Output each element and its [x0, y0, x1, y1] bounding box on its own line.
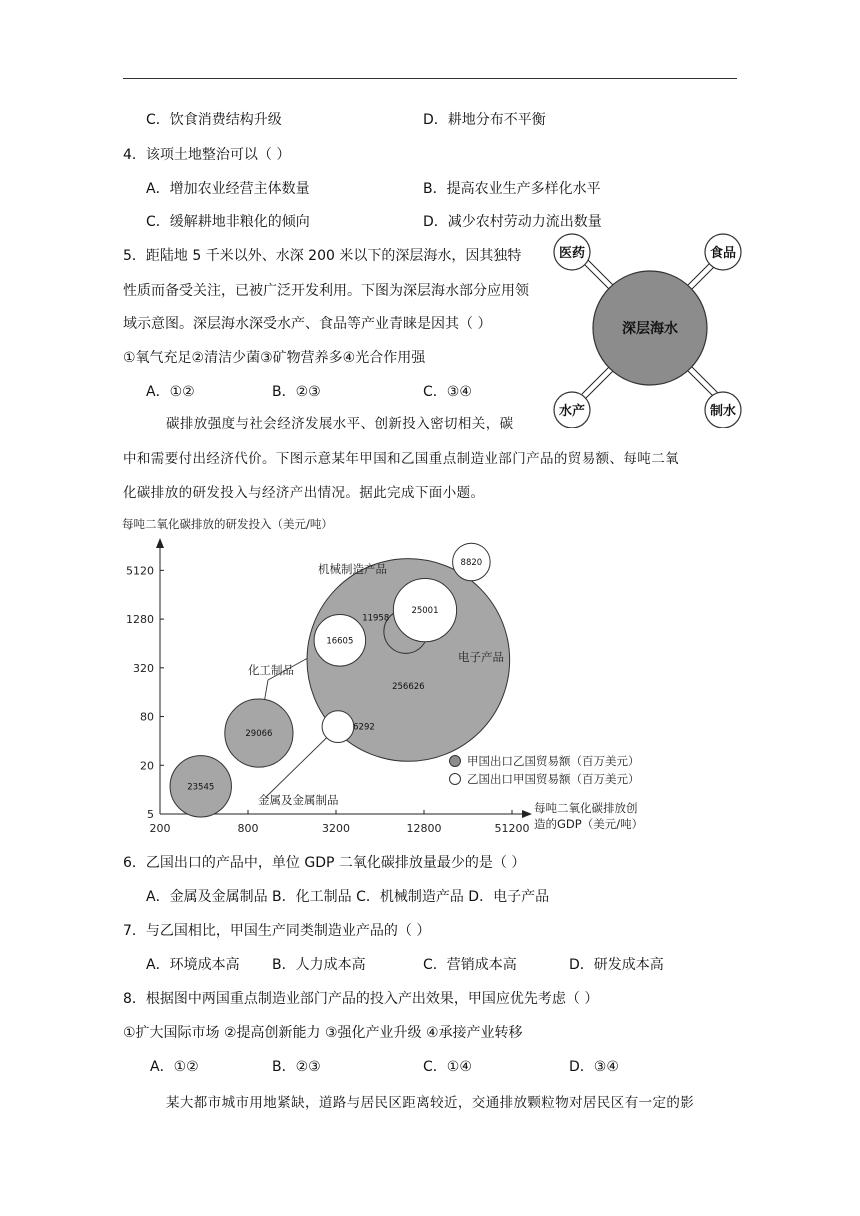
center-label: 深层海水 — [622, 321, 678, 337]
q3-option-d: D．耕地分布不平衡 — [423, 112, 546, 128]
legend-label-b: 乙国出口甲国贸易额（百万美元） — [467, 772, 640, 786]
x-tick-label: 200 — [149, 822, 171, 835]
bubble-value-label: 16605 — [326, 636, 354, 647]
node-label-water: 制水 — [709, 404, 737, 419]
q7-option-a: A．环境成本高 — [146, 957, 240, 973]
category-label: 电子产品 — [458, 650, 504, 664]
q8-stem: 8．根据图中两国重点制造业部门产品的投入产出效果，甲国应优先考虑（ ） — [123, 991, 599, 1007]
x-axis-label-line2: 造的GDP（美元/吨） — [534, 817, 644, 831]
x-tick-label: 12800 — [406, 822, 442, 835]
x-tick-label: 800 — [237, 822, 259, 835]
q5-option-b: B．②③ — [272, 384, 321, 400]
q5-stem-line3: 域示意图。深层海水深受水产、食品等产业青睐是因其（ ） — [123, 316, 492, 332]
q5-stem-line2: 性质而备受关注，已被广泛开发利用。下图为深层海水部分应用领 — [123, 283, 529, 299]
bubble-value-label: 11958 — [362, 613, 390, 624]
q7-stem: 7．与乙国相比，甲国生产同类制造业产品的（ ） — [123, 923, 431, 939]
q8-option-a: A．①② — [150, 1059, 199, 1075]
y-axis-arrow — [156, 538, 164, 548]
bubble-value-label: 23545 — [187, 782, 215, 793]
bubble-value-label: 25001 — [411, 606, 439, 617]
y-tick-label: 5120 — [126, 564, 154, 578]
bubble-value-label: 256626 — [392, 681, 425, 692]
intro1-line1: 碳排放强度与社会经济发展水平、创新投入密切相关，碳 — [166, 416, 514, 432]
category-label: 机械制造产品 — [318, 562, 387, 576]
q7-option-c: C．营销成本高 — [423, 957, 517, 973]
node-label-food: 食品 — [709, 246, 737, 261]
q5-option-a: A．①② — [146, 384, 195, 400]
q4-option-c: C．缓解耕地非粮化的倾向 — [146, 214, 310, 230]
q5-option-c: C．③④ — [423, 384, 472, 400]
y-axis-label: 每吨二氧化碳排放的研发投入（美元/吨） — [122, 517, 333, 531]
bubble-b — [322, 711, 354, 743]
intro1-line3: 化碳排放的研发投入与经济产出情况。据此完成下面小题。 — [123, 485, 485, 501]
y-tick-label: 80 — [140, 710, 154, 724]
q6-options: A．金属及金属制品 B．化工制品 C．机械制造产品 D．电子产品 — [146, 889, 550, 905]
intro2-line1: 某大都市城市用地紧缺，道路与居民区距离较近，交通排放颗粒物对居民区有一定的影 — [166, 1095, 695, 1111]
y-tick-label: 20 — [140, 759, 154, 773]
x-tick-label: 3200 — [322, 822, 350, 835]
intro1-line2: 中和需要付出经济代价。下图示意某年甲国和乙国重点制造业部门产品的贸易额、每吨二氧 — [123, 451, 679, 467]
legend-marker-a — [450, 756, 461, 767]
q8-option-c: C．①④ — [423, 1059, 472, 1075]
x-tick-label: 51200 — [494, 822, 530, 835]
q5-stem-line1: 5．距陆地 5 千米以外、水深 200 米以下的深层海水，因其独特 — [123, 248, 522, 264]
q8-option-b: B．②③ — [272, 1059, 321, 1075]
bubble-chart — [118, 512, 678, 837]
q3-option-c: C．饮食消费结构升级 — [146, 112, 282, 128]
q5-items: ①氧气充足②清洁少菌③矿物营养多④光合作用强 — [123, 350, 426, 366]
y-tick-label: 320 — [133, 661, 154, 675]
bubble-value-label: 8820 — [460, 557, 483, 568]
q7-option-b: B．人力成本高 — [272, 957, 366, 973]
q8-option-d: D．③④ — [569, 1059, 619, 1075]
node-label-aquatic: 水产 — [558, 404, 586, 419]
q4-option-a: A．增加农业经营主体数量 — [146, 181, 310, 197]
q7-option-d: D．研发成本高 — [569, 957, 664, 973]
header-rule — [123, 78, 737, 79]
legend-marker-b — [450, 774, 461, 785]
x-axis-arrow — [522, 810, 532, 818]
category-label: 金属及金属制品 — [258, 793, 339, 807]
q6-stem: 6．乙国出口的产品中，单位 GDP 二氧化碳排放量最少的是（ ） — [123, 855, 526, 871]
q4-option-d: D．减少农村劳动力流出数量 — [423, 214, 602, 230]
y-tick-label: 1280 — [126, 613, 154, 627]
bubble-value-label: 6292 — [353, 722, 375, 733]
leader-line — [265, 680, 268, 699]
x-axis-label-line1: 每吨二氧化碳排放创 — [534, 801, 638, 815]
bubble-value-label: 29066 — [245, 729, 273, 740]
legend — [450, 754, 640, 786]
y-tick-label: 5 — [147, 808, 154, 821]
legend-label-a: 甲国出口乙国贸易额（百万美元） — [467, 754, 640, 768]
q8-items: ①扩大国际市场 ②提高创新能力 ③强化产业升级 ④承接产业转移 — [123, 1025, 523, 1041]
deep-sea-water-diagram — [548, 228, 753, 428]
node-label-medicine: 医药 — [558, 246, 586, 261]
q4-stem: 4．该项土地整治可以（ ） — [123, 147, 291, 163]
q4-option-b: B．提高农业生产多样化水平 — [423, 181, 601, 197]
category-label: 化工制品 — [248, 663, 294, 677]
